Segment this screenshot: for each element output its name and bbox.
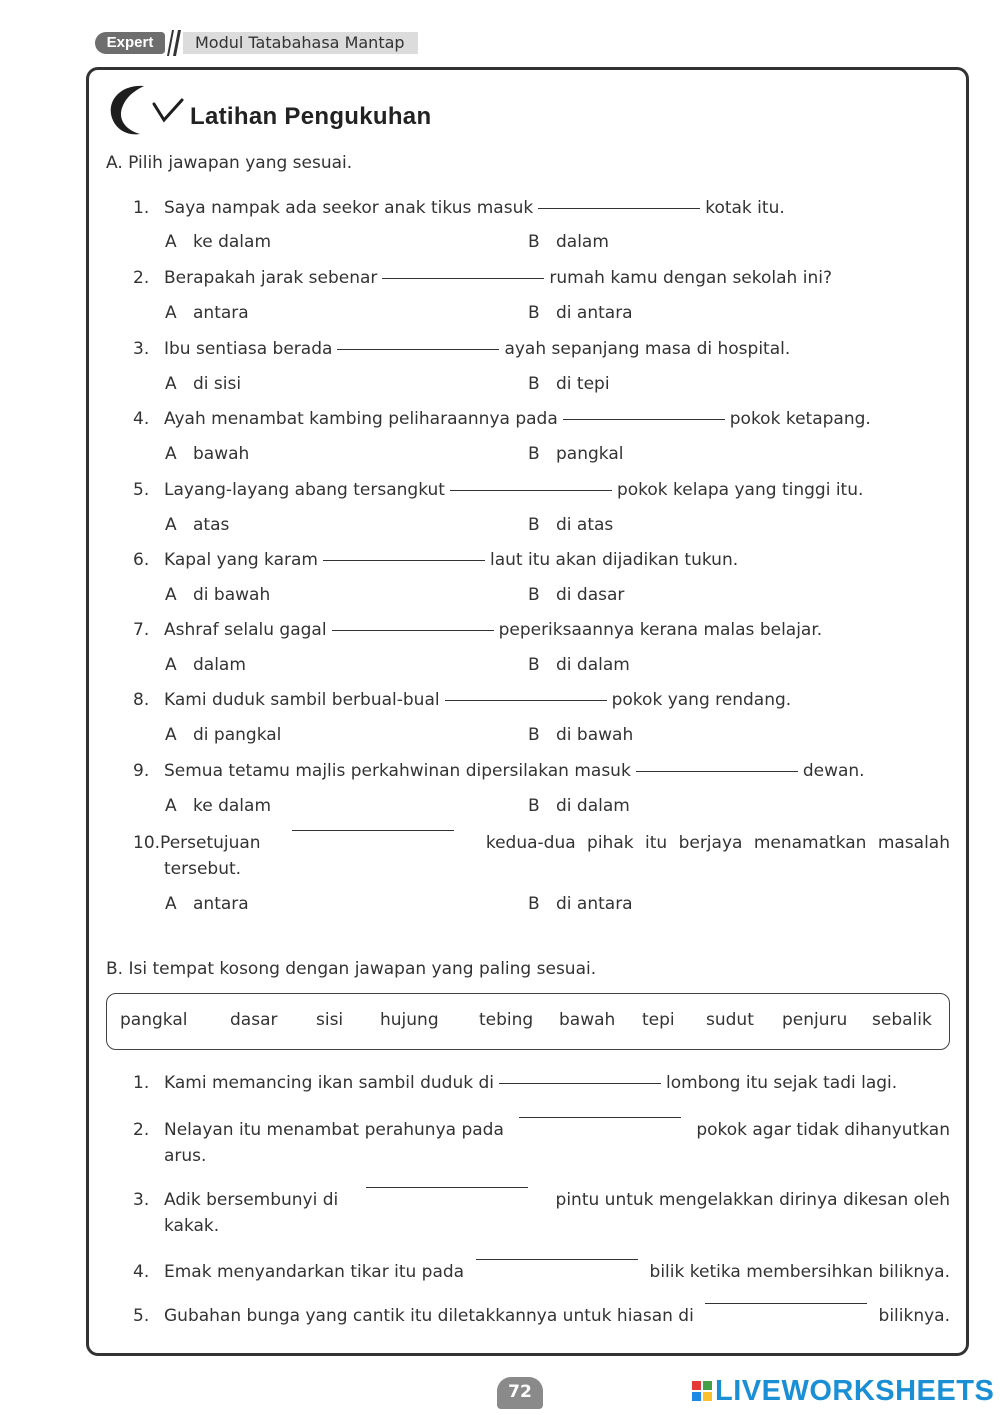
option-a[interactable]: A antara (165, 894, 249, 914)
answer-blank[interactable] (519, 1117, 681, 1118)
question-text-after: pokok yang rendang. (611, 690, 792, 710)
question-text-after: pokok agar tidak dihanyutkan (696, 1120, 950, 1140)
answer-blank[interactable] (323, 560, 485, 561)
word-bank-item: tebing (479, 1010, 534, 1030)
question-text-after: rumah kamu dengan sekolah ini? (549, 268, 832, 288)
question-text-after: pokok ketapang. (729, 409, 871, 429)
question-number: 6. (133, 550, 150, 570)
question-text-before: Emak menyandarkan tikar itu pada (164, 1262, 465, 1282)
question-text-before: Kapal yang karam (164, 550, 318, 570)
option-a[interactable]: A di sisi (165, 374, 242, 394)
question-text-after: biliknya. (878, 1306, 950, 1326)
question-number: 9. (133, 761, 150, 781)
answer-blank[interactable] (705, 1303, 867, 1304)
word-bank-item: pangkal (120, 1010, 188, 1030)
word-bank-item: tepi (642, 1010, 675, 1030)
option-a[interactable]: A ke dalam (165, 796, 272, 816)
option-b[interactable]: B di antara (528, 894, 633, 914)
question-number: 1. (133, 198, 150, 218)
question-text-before: Gubahan bunga yang cantik itu diletakkannya untuk hiasan di (164, 1306, 694, 1326)
question-text-before: Saya nampak ada seekor anak tikus masuk (164, 198, 534, 218)
question-number: 2. (133, 268, 150, 288)
question-number: 5. (133, 480, 150, 500)
answer-blank[interactable] (337, 349, 499, 350)
question-text-after: ayah sepanjang masa di hospital. (504, 339, 791, 359)
answer-blank[interactable] (332, 630, 494, 631)
expert-tag: Expert (95, 32, 165, 54)
question-text-before: Kami memancing ikan sambil duduk di (164, 1073, 494, 1093)
word-bank-item: sisi (316, 1010, 344, 1030)
option-a[interactable]: A antara (165, 303, 249, 323)
option-b[interactable]: B di tepi (528, 374, 610, 394)
question-text-before: Persetujuan (160, 833, 261, 853)
word-bank-item: penjuru (782, 1010, 848, 1030)
answer-blank[interactable] (499, 1083, 661, 1084)
option-b[interactable]: B di bawah (528, 725, 634, 745)
page-number: 72 (497, 1377, 543, 1409)
option-b[interactable]: B di dalam (528, 796, 630, 816)
option-b[interactable]: B di dasar (528, 585, 625, 605)
option-b[interactable]: B pangkal (528, 444, 624, 464)
question-8 (133, 690, 791, 710)
answer-blank[interactable] (292, 830, 454, 831)
question-continuation: tersebut. (164, 859, 242, 879)
question-text-before: Layang-layang abang tersangkut (164, 480, 445, 500)
question-number: 4. (133, 409, 150, 429)
word-bank-item: sebalik (872, 1010, 932, 1030)
option-a[interactable]: A di bawah (165, 585, 271, 605)
question-text-before: Ayah menambat kambing peliharaannya pada (164, 409, 558, 429)
question-text-after: lombong itu sejak tadi lagi. (666, 1073, 898, 1093)
option-b[interactable]: B di dalam (528, 655, 630, 675)
liveworksheets-logo[interactable] (692, 1374, 994, 1408)
question-continuation: arus. (164, 1146, 207, 1166)
section-title: Latihan Pengukuhan (190, 103, 432, 130)
part-a-instruction: A. Pilih jawapan yang sesuai. (106, 153, 353, 173)
fill-question-5 (133, 1303, 950, 1329)
fill-question-2 (133, 1117, 950, 1169)
word-bank-item: bawah (559, 1010, 616, 1030)
question-1 (133, 198, 785, 218)
module-title: Modul Tatabahasa Mantap (183, 32, 418, 54)
question-text-after: pokok kelapa yang tinggi itu. (616, 480, 864, 500)
option-a[interactable]: A di pangkal (165, 725, 282, 745)
answer-blank[interactable] (476, 1259, 638, 1260)
question-3 (133, 339, 790, 359)
option-a[interactable]: A ke dalam (165, 232, 272, 252)
question-text-before: Semua tetamu majlis perkahwinan dipersilakan masuk (164, 761, 631, 781)
answer-blank[interactable] (450, 490, 612, 491)
part-b-instruction: B. Isi tempat kosong dengan jawapan yang paling sesuai. (106, 959, 597, 979)
answer-blank[interactable] (563, 419, 725, 420)
question-text-before: Berapakah jarak sebenar (164, 268, 378, 288)
question-text-before: Adik bersembunyi di (164, 1190, 339, 1210)
question-continuation: kakak. (164, 1216, 220, 1236)
crescent-brush-icon (104, 80, 184, 140)
option-a[interactable]: A atas (165, 515, 230, 535)
question-text-before: Ashraf selalu gagal (164, 620, 327, 640)
option-b[interactable]: B di atas (528, 515, 614, 535)
option-b[interactable]: B di antara (528, 303, 633, 323)
word-bank-item: sudut (706, 1010, 754, 1030)
question-number: 8. (133, 690, 150, 710)
question-text-after: pintu untuk mengelakkan dirinya dikesan oleh (555, 1190, 950, 1210)
question-number: 3. (133, 339, 150, 359)
question-text-after: bilik ketika membersihkan biliknya. (649, 1262, 950, 1282)
option-a[interactable]: A bawah (165, 444, 250, 464)
question-2 (133, 268, 832, 288)
question-number: 2. (133, 1120, 150, 1140)
answer-blank[interactable] (382, 278, 544, 279)
answer-blank[interactable] (636, 771, 798, 772)
question-text-before: Nelayan itu menambat perahunya pada (164, 1120, 504, 1140)
fill-question-3 (133, 1187, 950, 1239)
word-bank-item: hujung (380, 1010, 439, 1030)
question-number: 7. (133, 620, 150, 640)
fill-question-1 (133, 1070, 950, 1096)
header-slash-icon (167, 30, 181, 56)
question-4 (133, 409, 871, 429)
question-line (133, 830, 950, 856)
brand-name: LIVEWORKSHEETS (715, 1374, 995, 1407)
question-text-before: Kami duduk sambil berbual-bual (164, 690, 440, 710)
question-text-after: kedua-dua pihak itu berjaya menamatkan masalah (485, 833, 950, 853)
question-10 (133, 830, 950, 882)
question-text-before: Ibu sentiasa berada (164, 339, 333, 359)
question-text-after: laut itu akan dijadikan tukun. (489, 550, 739, 570)
question-number: 5. (133, 1306, 150, 1326)
logo-grid-icon (692, 1381, 712, 1401)
option-b[interactable]: B dalam (528, 232, 609, 252)
question-text-after: peperiksaannya kerana malas belajar. (498, 620, 823, 640)
question-7 (133, 620, 822, 640)
question-9 (133, 761, 865, 781)
fill-question-4 (133, 1259, 950, 1285)
question-6 (133, 550, 738, 570)
question-number: 3. (133, 1190, 150, 1210)
question-text-after: dewan. (802, 761, 865, 781)
option-a[interactable]: A dalam (165, 655, 246, 675)
question-text-after: kotak itu. (705, 198, 785, 218)
question-number: 1. (133, 1073, 150, 1093)
answer-blank[interactable] (445, 700, 607, 701)
question-5 (133, 480, 863, 500)
word-bank-item: dasar (230, 1010, 278, 1030)
question-number: 10. (133, 833, 161, 853)
module-header (95, 30, 420, 57)
answer-blank[interactable] (538, 208, 700, 209)
answer-blank[interactable] (366, 1187, 528, 1188)
question-number: 4. (133, 1262, 150, 1282)
